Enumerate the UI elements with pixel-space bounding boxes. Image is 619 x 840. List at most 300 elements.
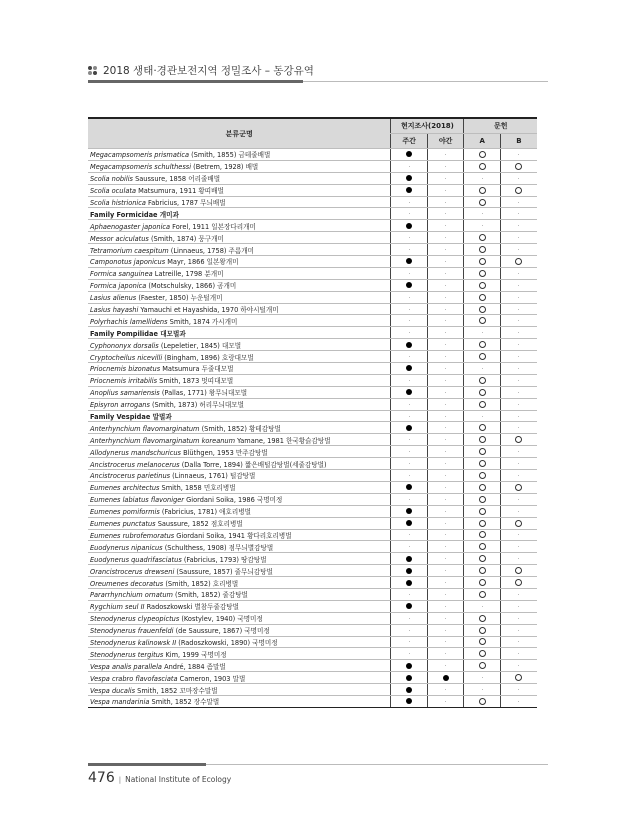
- cell-night: [427, 279, 464, 291]
- dot-icon: [409, 641, 410, 642]
- author-common-name: (Saussure, 1857) 줄무늬감탕벌: [174, 567, 273, 576]
- cell-b: [500, 160, 537, 172]
- running-header: [88, 63, 548, 78]
- scientific-name: Ancistrocerus parietinus: [90, 472, 171, 481]
- open-circle-icon: [479, 484, 486, 491]
- scientific-name: Stenodynerus tergitus: [90, 650, 164, 659]
- cell-day: [391, 315, 428, 327]
- dot-icon: [445, 344, 446, 345]
- cell-night: [427, 327, 464, 339]
- header-survey: 현지조사(2018): [391, 118, 464, 134]
- scientific-name: Pararrhynchium ornatum: [90, 591, 173, 600]
- cell-a: [464, 398, 501, 410]
- cell-day: [391, 553, 428, 565]
- cell-a: [464, 434, 501, 446]
- cell-b: [500, 565, 537, 577]
- cell-day: [391, 505, 428, 517]
- open-circle-icon: [479, 555, 486, 562]
- author-common-name: Latreille, 1798 분개미: [152, 270, 224, 279]
- cell-b: [500, 374, 537, 386]
- dot-icon: [409, 594, 410, 595]
- cell-night: [427, 351, 464, 363]
- author-common-name: (Dalla Torre, 1894) 짧은배털감탕벌(세줄감탕벌): [179, 460, 327, 469]
- table-row: [88, 232, 537, 244]
- scientific-name: Aphaenogaster japonica: [90, 222, 171, 231]
- cell-day: [391, 624, 428, 636]
- author-common-name: Smith, 1873 멋띠대모벌: [157, 377, 234, 386]
- taxon-name: [88, 232, 391, 244]
- dot-icon: [518, 558, 519, 559]
- dot-icon: [445, 665, 446, 666]
- cell-day: [391, 672, 428, 684]
- dot-icon: [518, 463, 519, 464]
- table-row: [88, 315, 537, 327]
- dot-icon: [409, 332, 410, 333]
- taxon-name: [88, 315, 391, 327]
- open-circle-icon: [479, 163, 486, 170]
- cell-b: [500, 648, 537, 660]
- dot-icon: [409, 309, 410, 310]
- table-row: [88, 600, 537, 612]
- author-common-name: Family Formicidae 개미과: [90, 210, 179, 219]
- scientific-name: Formica japonica: [90, 282, 147, 291]
- dot-icon: [518, 701, 519, 702]
- dot-icon: [445, 439, 446, 440]
- scientific-name: Vespa mandarinia: [90, 698, 150, 707]
- dot-icon: [518, 356, 519, 357]
- institute-name: National Institute of Ecology: [125, 775, 232, 784]
- cell-day: [391, 339, 428, 351]
- cell-b: [500, 410, 537, 422]
- bullet-dots-icon: [88, 66, 97, 75]
- open-circle-icon: [479, 579, 486, 586]
- table-row: [88, 517, 537, 529]
- cell-day: [391, 541, 428, 553]
- dot-icon: [482, 213, 483, 214]
- author-common-name: Family Pompilidae 대모벌과: [90, 329, 186, 338]
- scientific-name: Megacampsomeris prismatica: [90, 151, 189, 160]
- cell-night: [427, 541, 464, 553]
- cell-b: [500, 267, 537, 279]
- cell-night: [427, 624, 464, 636]
- cell-b: [500, 339, 537, 351]
- cell-a: [464, 541, 501, 553]
- cell-night: [427, 196, 464, 208]
- cell-day: [391, 600, 428, 612]
- open-circle-icon: [479, 187, 486, 194]
- cell-a: [464, 565, 501, 577]
- dot-icon: [445, 190, 446, 191]
- cell-night: [427, 517, 464, 529]
- cell-a: [464, 351, 501, 363]
- cell-a: [464, 660, 501, 672]
- open-circle-icon: [479, 698, 486, 705]
- table-row: [88, 303, 537, 315]
- cell-night: [427, 422, 464, 434]
- author-common-name: (Smith, 1852) 줄감탕벌: [172, 591, 248, 600]
- cell-a: [464, 624, 501, 636]
- dot-icon: [518, 249, 519, 250]
- cell-b: [500, 470, 537, 482]
- cell-night: [427, 684, 464, 696]
- cell-night: [427, 149, 464, 161]
- filled-circle-icon: [406, 698, 412, 704]
- table-row: [88, 279, 537, 291]
- dot-icon: [518, 594, 519, 595]
- dot-icon: [445, 392, 446, 393]
- taxon-name: [88, 517, 391, 529]
- author-common-name: (Fabricius, 1781) 애호리병벌: [159, 508, 252, 517]
- scientific-name: Euodynerus nipanicus: [90, 543, 163, 552]
- dot-icon: [445, 475, 446, 476]
- filled-circle-icon: [406, 508, 412, 514]
- table-row: [88, 481, 537, 493]
- cell-a: [464, 291, 501, 303]
- cell-day: [391, 184, 428, 196]
- cell-night: [427, 636, 464, 648]
- cell-b: [500, 517, 537, 529]
- cell-a: [464, 172, 501, 184]
- author-common-name: (Smith, 1873) 허리무늬대모벌: [149, 401, 244, 410]
- scientific-name: Camponotus japonicus: [90, 258, 166, 267]
- table-row: [88, 196, 537, 208]
- cell-b: [500, 612, 537, 624]
- table-row: [88, 684, 537, 696]
- cell-b: [500, 446, 537, 458]
- taxon-name: [88, 422, 391, 434]
- author-common-name: Saussure, 1858 어리줄배벌: [132, 175, 221, 184]
- cell-b: [500, 660, 537, 672]
- dot-icon: [445, 641, 446, 642]
- dot-icon: [482, 689, 483, 690]
- taxon-name: [88, 612, 391, 624]
- dot-icon: [445, 416, 446, 417]
- filled-circle-icon: [406, 675, 412, 681]
- open-circle-icon: [479, 543, 486, 550]
- dot-icon: [482, 178, 483, 179]
- cell-day: [391, 220, 428, 232]
- taxon-name: [88, 363, 391, 375]
- table-row: [88, 256, 537, 268]
- cell-a: [464, 149, 501, 161]
- open-circle-icon: [479, 258, 486, 265]
- author-common-name: (Schulthess, 1908) 점무늬별감탕벌: [162, 543, 274, 552]
- cell-day: [391, 684, 428, 696]
- taxon-name: [88, 374, 391, 386]
- header-a: A: [464, 134, 501, 149]
- taxon-name: [88, 434, 391, 446]
- table-row: [88, 184, 537, 196]
- cell-b: [500, 303, 537, 315]
- dot-icon: [409, 534, 410, 535]
- author-common-name: (Fabricius, 1793) 땅감탕벌: [181, 555, 267, 564]
- dot-icon: [445, 273, 446, 274]
- dot-icon: [445, 261, 446, 262]
- scientific-name: Episyron arrogans: [90, 401, 150, 410]
- scientific-name: Stenodynerus kalinowsk II: [90, 638, 177, 647]
- filled-circle-icon: [406, 663, 412, 669]
- dot-icon: [409, 166, 410, 167]
- cell-b: [500, 434, 537, 446]
- table-row: [88, 434, 537, 446]
- table-row: [88, 220, 537, 232]
- dot-icon: [409, 653, 410, 654]
- taxon-name: [88, 529, 391, 541]
- dot-icon: [518, 499, 519, 500]
- open-circle-icon: [479, 508, 486, 515]
- cell-b: [500, 684, 537, 696]
- dot-icon: [445, 309, 446, 310]
- cell-day: [391, 279, 428, 291]
- cell-day: [391, 160, 428, 172]
- cell-a: [464, 446, 501, 458]
- table-row: [88, 588, 537, 600]
- cell-a: [464, 196, 501, 208]
- dot-icon: [445, 249, 446, 250]
- dot-icon: [518, 237, 519, 238]
- taxon-name: [88, 684, 391, 696]
- cell-b: [500, 244, 537, 256]
- dot-icon: [518, 309, 519, 310]
- taxon-name: [88, 303, 391, 315]
- cell-night: [427, 481, 464, 493]
- family-row: [88, 410, 537, 422]
- dot-icon: [409, 618, 410, 619]
- taxon-name: [88, 672, 391, 684]
- cell-b: [500, 172, 537, 184]
- dot-icon: [482, 606, 483, 607]
- author-common-name: (Betrem, 1928) 배벌: [191, 163, 259, 172]
- cell-a: [464, 422, 501, 434]
- taxon-name: [88, 410, 391, 422]
- cell-night: [427, 434, 464, 446]
- author-common-name: (Kostylev, 1940) 국명미정: [179, 615, 263, 624]
- cell-a: [464, 244, 501, 256]
- cell-a: [464, 315, 501, 327]
- author-common-name: Giordani Soika, 1986 국명미정: [184, 496, 283, 505]
- open-circle-icon: [479, 472, 486, 479]
- cell-night: [427, 172, 464, 184]
- dot-icon: [518, 297, 519, 298]
- cell-day: [391, 149, 428, 161]
- open-circle-icon: [515, 258, 522, 265]
- dot-icon: [445, 499, 446, 500]
- cell-b: [500, 386, 537, 398]
- cell-b: [500, 529, 537, 541]
- open-circle-icon: [479, 627, 486, 634]
- dot-icon: [445, 427, 446, 428]
- dot-icon: [445, 297, 446, 298]
- open-circle-icon: [515, 520, 522, 527]
- scientific-name: Priocnemis bizonatus: [90, 365, 161, 374]
- taxon-name: [88, 577, 391, 589]
- dot-icon: [445, 332, 446, 333]
- scientific-name: Cyphononyx dorsalis: [90, 341, 159, 350]
- dot-icon: [445, 511, 446, 512]
- open-circle-icon: [479, 246, 486, 253]
- dot-icon: [518, 332, 519, 333]
- cell-night: [427, 446, 464, 458]
- cell-b: [500, 553, 537, 565]
- cell-a: [464, 529, 501, 541]
- cell-day: [391, 565, 428, 577]
- cell-night: [427, 588, 464, 600]
- cell-night: [427, 458, 464, 470]
- cell-day: [391, 208, 428, 220]
- dot-icon: [518, 653, 519, 654]
- table-row: [88, 636, 537, 648]
- cell-day: [391, 588, 428, 600]
- author-common-name: Giordani Soika, 1941 황다리호리병벌: [174, 531, 292, 540]
- dot-icon: [409, 546, 410, 547]
- cell-a: [464, 363, 501, 375]
- open-circle-icon: [479, 436, 486, 443]
- taxon-name: [88, 149, 391, 161]
- dot-icon: [445, 213, 446, 214]
- dot-icon: [409, 273, 410, 274]
- cell-b: [500, 577, 537, 589]
- dot-icon: [445, 178, 446, 179]
- dot-icon: [518, 427, 519, 428]
- dot-icon: [409, 416, 410, 417]
- cell-b: [500, 624, 537, 636]
- open-circle-icon: [479, 389, 486, 396]
- dot-icon: [518, 641, 519, 642]
- dot-icon: [518, 451, 519, 452]
- table-row: [88, 695, 537, 707]
- author-common-name: Smith, 1852 장수말벌: [149, 698, 220, 707]
- author-common-name: Smith, 1874 가시개미: [167, 317, 238, 326]
- dot-icon: [518, 689, 519, 690]
- scientific-name: Priocnemis irritabilis: [90, 377, 158, 386]
- cell-day: [391, 529, 428, 541]
- cell-b: [500, 398, 537, 410]
- cell-night: [427, 208, 464, 220]
- open-circle-icon: [515, 163, 522, 170]
- author-common-name: (Linnaeus, 1761) 털감탕벌: [170, 472, 256, 481]
- cell-night: [427, 374, 464, 386]
- cell-day: [391, 612, 428, 624]
- taxon-name: [88, 291, 391, 303]
- dot-icon: [445, 558, 446, 559]
- cell-b: [500, 541, 537, 553]
- dot-icon: [482, 677, 483, 678]
- author-common-name: Smith, 1852 꼬마장수말벌: [135, 686, 218, 695]
- scientific-name: Vespa analis parallela: [90, 662, 162, 671]
- taxon-name: [88, 398, 391, 410]
- family-row: [88, 327, 537, 339]
- dot-icon: [409, 451, 410, 452]
- dot-icon: [445, 463, 446, 464]
- footer-rule-accent: [88, 763, 206, 766]
- cell-a: [464, 256, 501, 268]
- table-row: [88, 672, 537, 684]
- dot-icon: [409, 439, 410, 440]
- open-circle-icon: [479, 638, 486, 645]
- scientific-name: Eumenes labiatus flavoniger: [90, 496, 185, 505]
- open-circle-icon: [479, 341, 486, 348]
- open-circle-icon: [479, 317, 486, 324]
- taxon-name: [88, 196, 391, 208]
- table-row: [88, 553, 537, 565]
- author-common-name: (Smith, 1852) 황테감탕벌: [199, 424, 281, 433]
- header-title: 2018 생태·경관보전지역 정밀조사 – 동강유역: [103, 65, 314, 77]
- table-row: [88, 351, 537, 363]
- open-circle-icon: [515, 674, 522, 681]
- cell-a: [464, 470, 501, 482]
- cell-night: [427, 160, 464, 172]
- taxon-name: [88, 184, 391, 196]
- cell-b: [500, 208, 537, 220]
- author-common-name: (de Saussure, 1867) 국명미정: [173, 627, 270, 636]
- cell-a: [464, 493, 501, 505]
- cell-night: [427, 386, 464, 398]
- dot-icon: [409, 356, 410, 357]
- author-common-name: Cameron, 1903 말벌: [177, 674, 246, 683]
- author-common-name: (Linnaeus, 1758) 주름개미: [168, 246, 255, 255]
- cell-night: [427, 553, 464, 565]
- dot-icon: [518, 380, 519, 381]
- cell-b: [500, 481, 537, 493]
- dot-icon: [482, 368, 483, 369]
- dot-icon: [445, 618, 446, 619]
- dot-icon: [482, 416, 483, 417]
- dot-icon: [518, 320, 519, 321]
- cell-a: [464, 303, 501, 315]
- cell-b: [500, 149, 537, 161]
- scientific-name: Oreumenes decoratus: [90, 579, 164, 588]
- scientific-name: Orancistrocerus drewseni: [90, 567, 175, 576]
- cell-a: [464, 374, 501, 386]
- cell-night: [427, 315, 464, 327]
- cell-day: [391, 422, 428, 434]
- dot-icon: [518, 665, 519, 666]
- dot-icon: [518, 404, 519, 405]
- dot-icon: [445, 380, 446, 381]
- header-literature: 문헌: [464, 118, 537, 134]
- dot-icon: [445, 356, 446, 357]
- cell-b: [500, 196, 537, 208]
- dot-icon: [518, 273, 519, 274]
- dot-icon: [445, 594, 446, 595]
- filled-circle-icon: [406, 484, 412, 490]
- cell-a: [464, 612, 501, 624]
- dot-icon: [445, 285, 446, 286]
- header-night: 야간: [427, 134, 464, 149]
- dot-icon: [445, 630, 446, 631]
- author-common-name: Yamauchi et Hayashida, 1970 하야시털개미: [138, 306, 279, 315]
- dot-icon: [518, 202, 519, 203]
- filled-circle-icon: [406, 425, 412, 431]
- author-common-name: Matsumura 두줄대모벌: [160, 365, 234, 374]
- open-circle-icon: [479, 448, 486, 455]
- open-circle-icon: [479, 270, 486, 277]
- author-common-name: (Bingham, 1896) 호랑대모벌: [162, 353, 254, 362]
- taxon-name: [88, 446, 391, 458]
- cell-day: [391, 517, 428, 529]
- dot-icon: [445, 546, 446, 547]
- filled-circle-icon: [443, 675, 449, 681]
- cell-night: [427, 612, 464, 624]
- author-common-name: (Smith, 1874) 뭉구개미: [148, 234, 224, 243]
- taxon-name: [88, 565, 391, 577]
- family-row: [88, 208, 537, 220]
- filled-circle-icon: [406, 568, 412, 574]
- table-row: [88, 493, 537, 505]
- cell-night: [427, 267, 464, 279]
- cell-b: [500, 351, 537, 363]
- scientific-name: Stenodynerus clypeopictus: [90, 615, 180, 624]
